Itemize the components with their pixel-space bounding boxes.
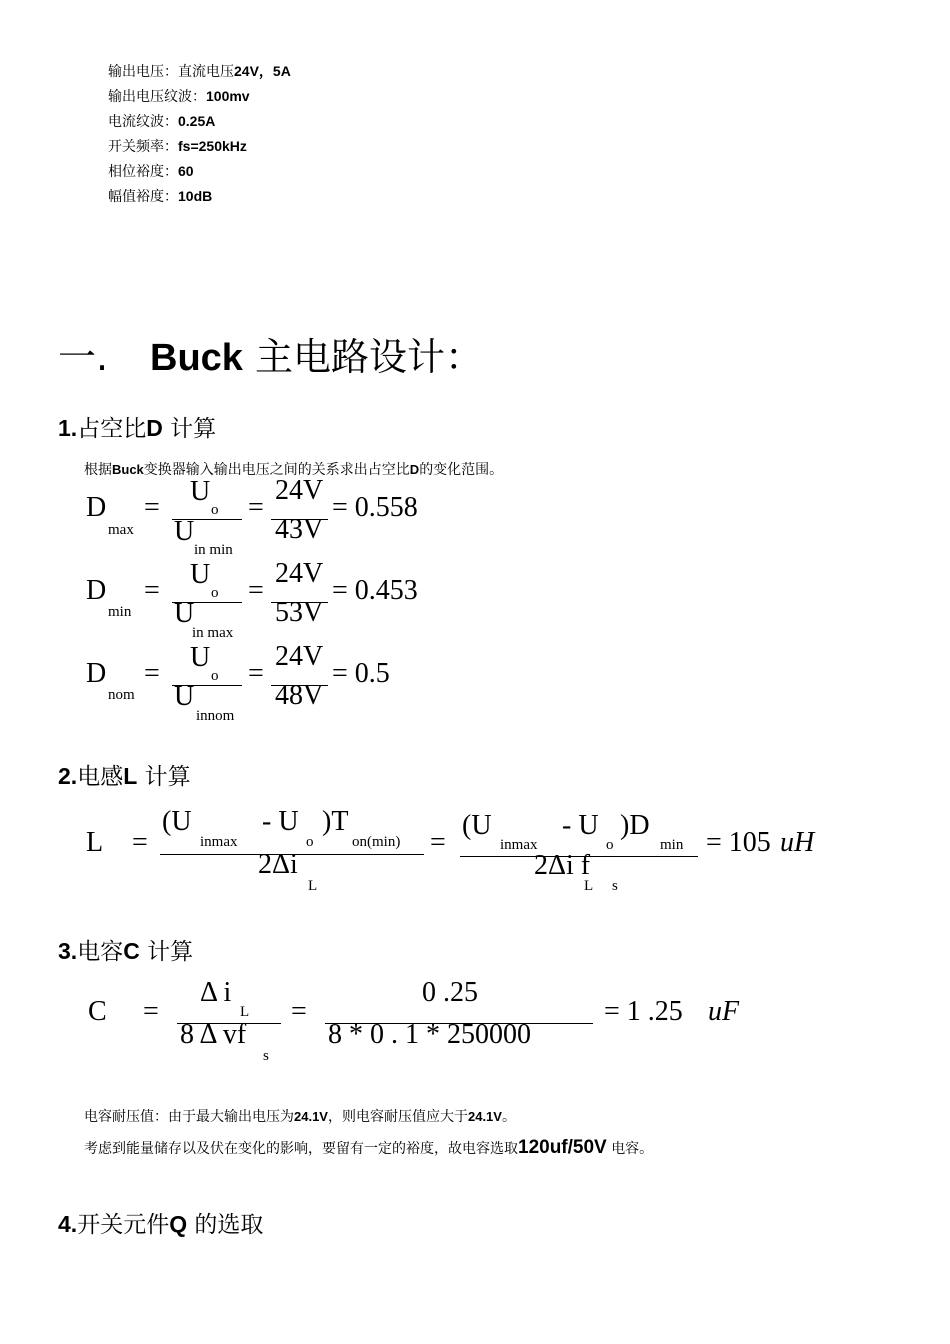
subheading-capacitor: 3.电容C 计算 [58, 938, 194, 965]
numerator-subscript: o [306, 834, 314, 850]
denominator-subscript: innom [196, 708, 235, 724]
value-denominator: 53V [275, 597, 324, 628]
capacitor-voltage-note: 电容耐压值：由于最大输出电压为24.1V，则电容耐压值应大于24.1V。 [84, 1109, 516, 1125]
numerator-part: )T [322, 806, 349, 837]
formula-symbol: D [86, 658, 107, 689]
equals-sign: = [144, 658, 160, 689]
equals-sign: = [430, 827, 446, 858]
numerator-subscript: o [211, 585, 219, 601]
denominator-subscript: s [263, 1048, 269, 1064]
equals-sign: = [248, 492, 264, 523]
fraction-numerator: U [190, 476, 211, 507]
equals-sign: = [248, 575, 264, 606]
formula-result: = 1 .25 [604, 996, 683, 1027]
formula-result: = 0.453 [332, 575, 418, 606]
numerator-subscript: min [660, 837, 684, 853]
formula-symbol: D [86, 575, 107, 606]
subheading-switch: 4.开关元件Q 的选取 [58, 1211, 264, 1238]
duty-intro-text: 根据Buck变换器输入输出电压之间的关系求出占空比D的变化范围。 [84, 462, 504, 478]
formula-result: = 105 [706, 827, 771, 858]
numerator-subscript: on(min) [352, 834, 401, 850]
denominator-subscript: in max [192, 625, 234, 641]
formula-result: = 0.558 [332, 492, 418, 523]
numerator-subscript: o [211, 668, 219, 684]
numerator-subscript: L [240, 1004, 250, 1020]
numerator-subscript: o [211, 502, 219, 518]
fraction-numerator: 0 .25 [422, 977, 478, 1008]
spec-switch-frequency: 开关频率：fs=250kHz [108, 138, 247, 155]
equals-sign: = [248, 658, 264, 689]
fraction-denominator: 8 * 0 . 1 * 250000 [328, 1019, 531, 1050]
spec-phase-margin: 相位裕度：60 [108, 163, 194, 180]
numerator-part: - U [562, 810, 599, 841]
spec-gain-margin: 幅值裕度：10dB [108, 188, 213, 205]
numerator-part: (U [462, 810, 492, 841]
equals-sign: = [291, 996, 307, 1027]
subheading-inductor: 2.电感L 计算 [58, 763, 191, 790]
fraction-denominator: U [174, 681, 195, 712]
value-denominator: 48V [275, 680, 324, 711]
formula-unit: uF [708, 996, 740, 1027]
equals-sign: = [132, 827, 148, 858]
numerator-part: - U [262, 806, 299, 837]
denominator-subscript: s [612, 878, 618, 894]
formula-symbol: L [86, 827, 104, 858]
subheading-duty-cycle: 1.占空比D 计算 [58, 415, 217, 442]
formula-symbol: C [88, 996, 107, 1027]
fraction-denominator: U [174, 598, 195, 629]
fraction-denominator: U [174, 516, 195, 547]
denominator-subscript: L [308, 878, 318, 894]
formula-subscript: nom [108, 687, 135, 703]
formula-subscript: min [108, 604, 132, 620]
fraction-numerator: Δ i [200, 977, 232, 1008]
numerator-subscript: inmax [200, 834, 238, 850]
fraction-numerator: U [190, 559, 211, 590]
denominator-part: 2Δi [258, 849, 298, 880]
formula-result: = 0.5 [332, 658, 390, 689]
value-denominator: 43V [275, 514, 324, 545]
value-numerator: 24V [275, 475, 324, 506]
numerator-subscript: inmax [500, 837, 538, 853]
denominator-subscript: in min [194, 542, 233, 558]
fraction-numerator: U [190, 642, 211, 673]
section-heading-buck: 一. Buck 主电路设计： [58, 335, 484, 379]
spec-output-voltage: 输出电压：直流电压24V，5A [108, 63, 291, 80]
denominator-subscript: L [584, 878, 594, 894]
spec-voltage-ripple: 输出电压纹波：100mv [108, 88, 250, 105]
value-numerator: 24V [275, 641, 324, 672]
formula-subscript: max [108, 522, 134, 538]
numerator-subscript: o [606, 837, 614, 853]
equals-sign: = [143, 996, 159, 1027]
equals-sign: = [144, 575, 160, 606]
denominator-part: 2Δi f [534, 850, 591, 881]
formula-unit: uH [780, 827, 815, 858]
value-numerator: 24V [275, 558, 324, 589]
spec-current-ripple: 电流纹波：0.25A [108, 113, 216, 130]
capacitor-selection-note: 考虑到能量储存以及伏在变化的影响，要留有一定的裕度，故电容选取120uf/50V 电容。 [84, 1137, 654, 1158]
formula-symbol: D [86, 492, 107, 523]
fraction-denominator: 8 Δ vf [180, 1019, 247, 1050]
numerator-part: (U [162, 806, 192, 837]
numerator-part: )D [620, 810, 650, 841]
equals-sign: = [144, 492, 160, 523]
